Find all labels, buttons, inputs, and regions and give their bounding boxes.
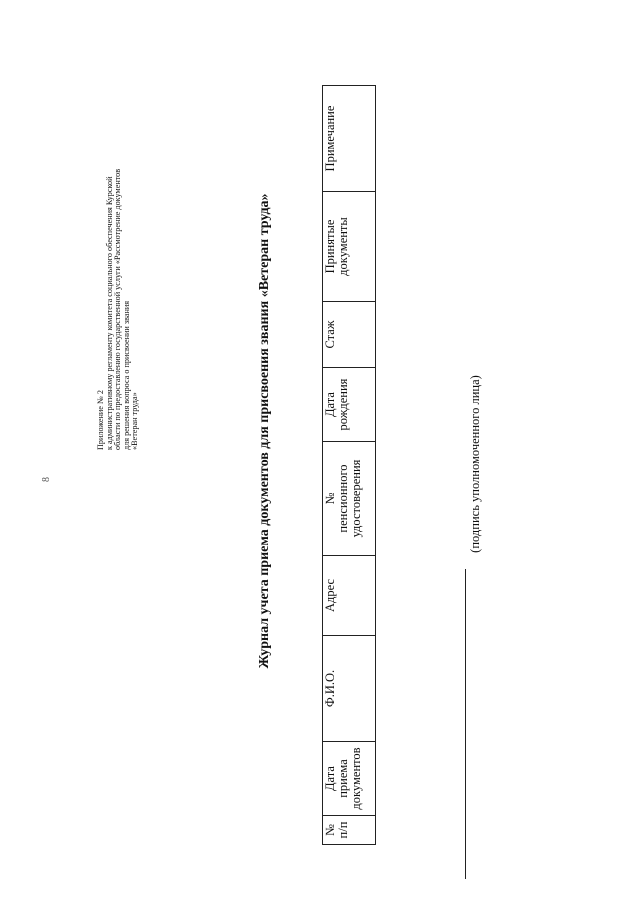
- col-header-pension-id: № пенсионного удостоверения: [323, 442, 376, 556]
- document-title: [257, 172, 275, 690]
- table-header-row: [323, 86, 376, 845]
- col-header-date-received: Дата приема документов: [323, 742, 376, 816]
- page-number: 8: [41, 477, 52, 482]
- col-header-note: Примечание: [323, 86, 376, 192]
- journal-table-grid: [322, 85, 376, 845]
- appendix-line: области по предоставлению государственной услуги «Рассмотрение документов: [113, 168, 123, 450]
- col-header-accepted-docs: Принятые документы: [323, 192, 376, 302]
- document-title-text: Журнал учета приема документов для присвоения звания «Ветеран труда»: [257, 193, 272, 669]
- appendix-line: к административному регламенту комитета социального обеспечения Курской: [104, 176, 114, 450]
- appendix-line: для решения вопроса о присвоении звания: [121, 300, 131, 450]
- signature-caption: [468, 356, 486, 572]
- col-header-address: Адрес: [323, 556, 376, 636]
- appendix-header: [97, 70, 139, 450]
- journal-table: [322, 86, 376, 845]
- col-header-birth-date: Дата рождения: [323, 368, 376, 442]
- col-header-full-name: Ф.И.О.: [323, 636, 376, 742]
- signature-line: [465, 569, 466, 879]
- appendix-line: «Ветеран труда»: [130, 392, 140, 450]
- col-header-number: № п/п: [323, 816, 376, 845]
- signature-caption-text: (подпись уполномоченного лица): [468, 375, 482, 553]
- col-header-experience: Стаж: [323, 302, 376, 368]
- appendix-line: Приложение № 2: [96, 390, 105, 450]
